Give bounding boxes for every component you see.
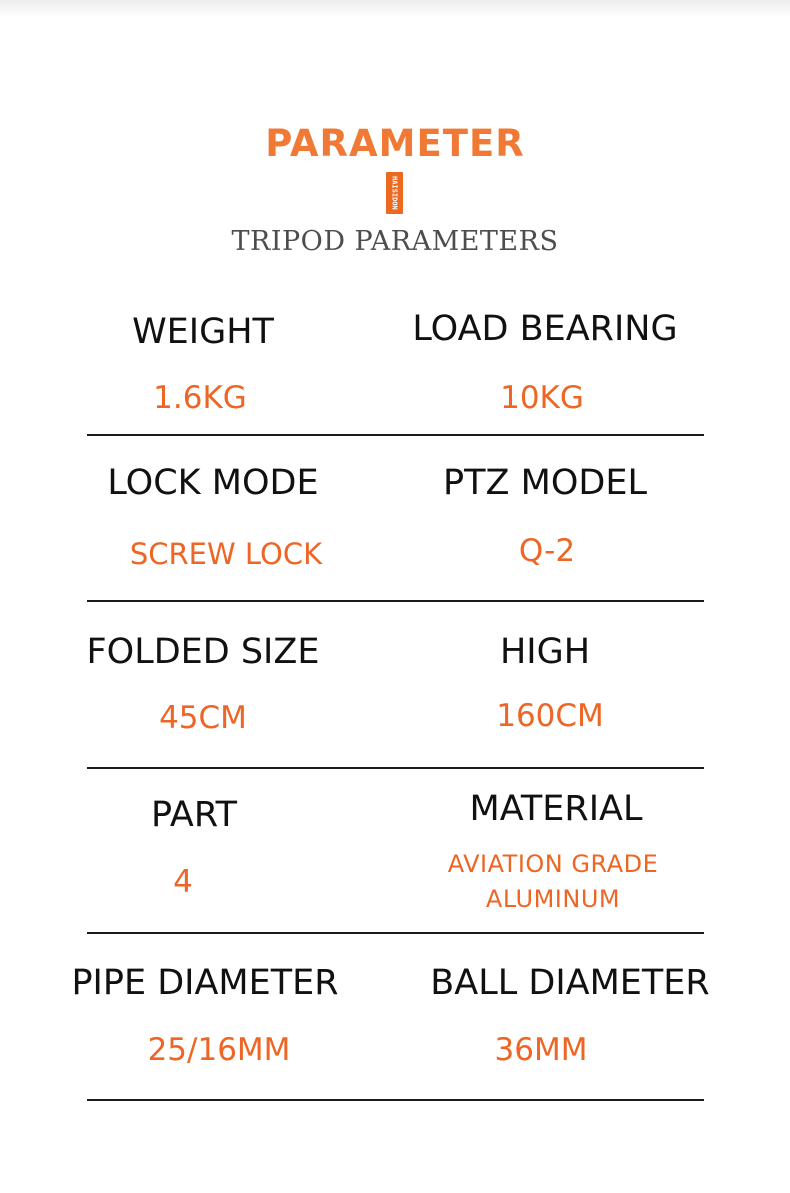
height-label: HIGH [499, 632, 591, 672]
lock-mode-label: LOCK MODE [107, 463, 319, 503]
page-subtitle: TRIPOD PARAMETERS [231, 226, 559, 257]
weight-value: 1.6KG [153, 380, 247, 416]
folded-size-label: FOLDED SIZE [86, 632, 320, 672]
pipe-diameter-label: PIPE DIAMETER [71, 963, 339, 1003]
row-divider-4 [87, 932, 704, 934]
row-divider-5 [87, 1099, 704, 1101]
brand-logo-text: HAISIDON [390, 176, 399, 210]
weight-label: WEIGHT [132, 312, 274, 352]
row-divider-1 [87, 434, 704, 436]
height-value: 160CM [496, 698, 604, 734]
ptz-model-label: PTZ MODEL [443, 463, 647, 503]
page-title: PARAMETER [265, 122, 525, 165]
ball-diameter-label: BALL DIAMETER [430, 963, 710, 1003]
ball-diameter-value: 36MM [494, 1032, 588, 1068]
material-label: MATERIAL [469, 789, 643, 829]
brand-logo [386, 172, 403, 214]
folded-size-value: 45CM [159, 700, 247, 736]
row-divider-2 [87, 600, 704, 602]
part-label: PART [151, 795, 237, 835]
lock-mode-value: SCREW LOCK [129, 537, 323, 571]
material-value-line2: ALUMINUM [485, 885, 621, 913]
load-bearing-label: LOAD BEARING [412, 309, 678, 349]
material-value-line1: AVIATION GRADE [447, 850, 659, 878]
load-bearing-value: 10KG [500, 380, 584, 416]
top-shadow [0, 0, 790, 18]
row-divider-3 [87, 767, 704, 769]
pipe-diameter-value: 25/16MM [147, 1032, 291, 1068]
part-value: 4 [173, 864, 193, 900]
ptz-model-value: Q-2 [518, 533, 576, 569]
